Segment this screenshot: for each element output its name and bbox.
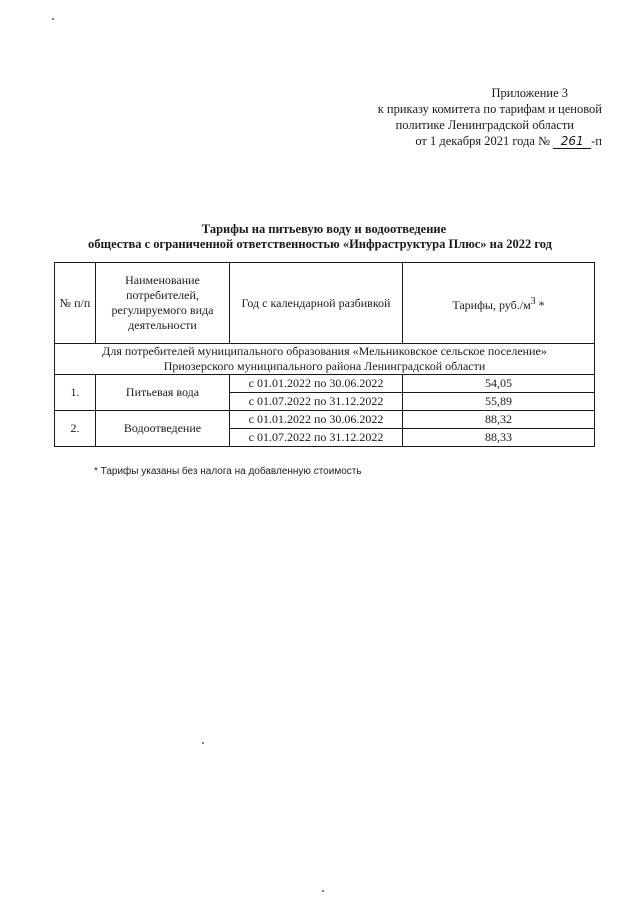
row-tariff: 88,33: [403, 429, 595, 447]
header-year: Год с календарной разбивкой: [230, 263, 403, 344]
appendix-title: Приложение 3: [491, 86, 568, 100]
row-period: с 01.01.2022 по 30.06.2022: [230, 375, 403, 393]
row-tariff: 55,89: [403, 393, 595, 411]
consumer-group-cell: [55, 344, 595, 375]
header-name: Наименование потребителей, регулируемого вида деятельности: [96, 263, 230, 344]
row-period: с 01.07.2022 по 31.12.2022: [230, 393, 403, 411]
row-tariff: 88,32: [403, 411, 595, 429]
table-row: [55, 375, 595, 393]
scan-speck: [202, 742, 204, 744]
order-date-text: от 1 декабря 2021 года №: [415, 134, 551, 148]
document-title: [0, 222, 640, 252]
header-tariff-text: Тарифы, руб./м: [452, 297, 531, 312]
appendix-committee: политике Ленинградской области: [395, 118, 574, 132]
scan-speck: [52, 18, 54, 20]
consumer-group-row: [55, 344, 595, 375]
footnote: * Тарифы указаны без налога на добавленную стоимость: [94, 466, 362, 477]
row-period: с 01.01.2022 по 30.06.2022: [230, 411, 403, 429]
row-name: Питьевая вода: [96, 375, 230, 411]
order-number: 261: [553, 135, 591, 149]
appendix-header: [378, 85, 602, 149]
row-num: 1.: [55, 375, 96, 411]
row-name: Водоотведение: [96, 411, 230, 447]
header-tariff: [403, 263, 595, 344]
header-num: № п/п: [55, 263, 96, 344]
table-row: [55, 411, 595, 429]
scan-speck: [322, 890, 324, 892]
title-line-2: общества с ограниченной ответственностью «Инфраструктура Плюс» на 2022 год: [88, 237, 552, 251]
table-header-row: [55, 263, 595, 344]
row-tariff: 54,05: [403, 375, 595, 393]
row-num: 2.: [55, 411, 96, 447]
header-tariff-sup: 3: [530, 295, 536, 307]
order-suffix: -п: [591, 134, 602, 148]
consumer-group-line-1: Для потребителей муниципального образования «Мельниковское сельское поселение»: [102, 344, 547, 358]
title-line-1: Тарифы на питьевую воду и водоотведение: [201, 222, 447, 236]
consumer-group-line-2: Приозерского муниципального района Ленинградской области: [163, 359, 486, 373]
tariff-table: [54, 262, 595, 447]
appendix-order-ref: к приказу комитета по тарифам и ценовой: [377, 102, 602, 116]
header-tariff-star: *: [535, 297, 545, 312]
appendix-order-date: [378, 133, 602, 149]
row-period: с 01.07.2022 по 31.12.2022: [230, 429, 403, 447]
